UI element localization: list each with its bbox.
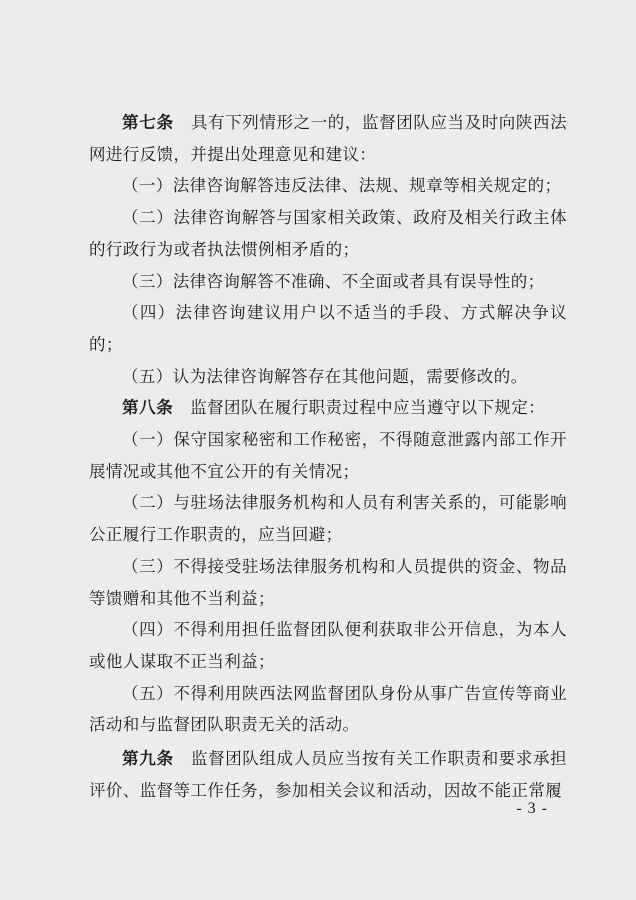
article-7-label: 第七条 [122,113,174,132]
article-8-text: 监督团队在履行职责过程中应当遵守以下规定： [190,398,546,418]
page-number: - 3 - [516,800,548,817]
article-7-text: 具有下列情形之一的，监督团队应当及时向陕西法网进行反馈，并提出处理意见和建议： [89,113,567,164]
article-8-item: （三）不得接受驻场法律服务机构和人员提供的资金、物品等馈赠和其他不当利益； [89,556,567,608]
article-7-item: （一）法律咨询解答违反法律、法规、规章等相关规定的； [122,176,562,196]
body-text [89,107,567,806]
article-7-item: （四）法律咨询建议用户以不适当的手段、方式解决争议的； [89,303,567,354]
article-7-item: （二）法律咨询解答与国家相关政策、政府及相关行政主体的行政行为或者执法惯例相矛盾的； [89,208,567,259]
article-9-label: 第九条 [122,749,174,769]
article-7-item: （三）法律咨询解答不准确、不全面或者具有误导性的； [122,271,545,291]
article-9-paragraph [89,743,567,806]
article-8-item: （一）保守国家秘密和工作秘密，不得随意泄露内部工作开展情况或其他不宜公开的有关情况； [89,430,567,481]
article-8-item: （二）与驻场法律服务机构和人员有利害关系的，可能影响公正履行工作职责的，应当回避； [89,493,567,545]
article-7-item: （五）认为法律咨询解答存在其他问题，需要修改的。 [122,366,528,386]
article-8-paragraph [89,392,567,424]
article-9-text: 监督团队组成人员应当按有关工作职责和要求承担评价、监督等工作任务，参加相关会议和活动，因故不能正常履 [89,749,567,800]
article-7-paragraph [89,107,567,170]
article-8-item: （五）不得利用陕西法网监督团队身份从事广告宣传等商业活动和与监督团队职责无关的活动。 [89,683,567,735]
article-8-item: （四）不得利用担任监督团队便利获取非公开信息，为本人或他人谋取不正当利益； [89,620,567,671]
article-8-label: 第八条 [122,398,174,418]
